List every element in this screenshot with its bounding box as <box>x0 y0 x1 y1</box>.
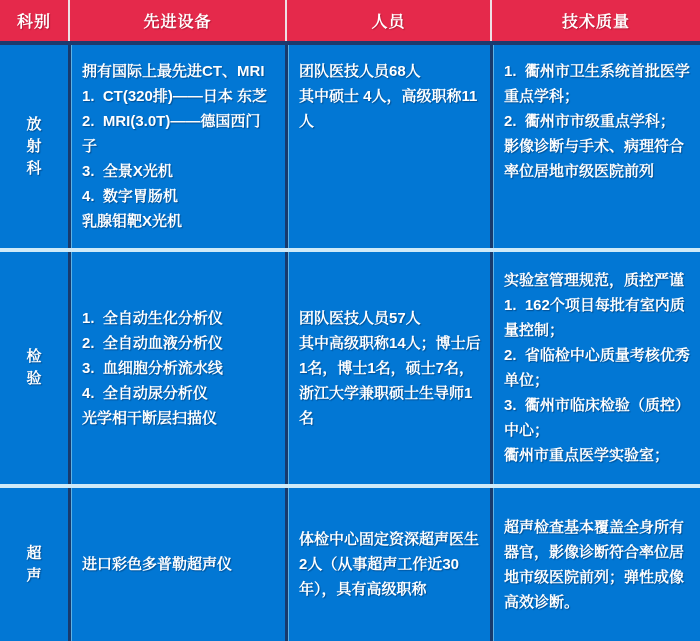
equipment-line: 4. 全自动尿分析仪 <box>82 384 208 402</box>
equipment-cell <box>68 488 285 641</box>
department-cell <box>0 252 68 484</box>
quality-line: 2. 衢州市市级重点学科； <box>504 113 675 130</box>
equipment-cell <box>68 45 285 248</box>
department-cell <box>0 45 68 248</box>
personnel-line: 其中高级职称14人；博士后1名，博士1名，硕士7名，浙江大学兼职硕士生导师1名 <box>299 334 481 427</box>
department-name-char: 声 <box>26 566 42 584</box>
equipment-line: 2. 全自动血液分析仪 <box>82 334 223 352</box>
personnel-line: 团队医技人员68人 <box>299 63 421 80</box>
department-name-char: 射 <box>26 137 42 155</box>
quality-line: 1. 162个项目每批有室内质量控制； <box>504 297 685 339</box>
header-cell-equipment: 先进设备 <box>68 0 285 41</box>
header-cell-department: 科别 <box>16 14 51 31</box>
header-cell-personnel: 人员 <box>285 0 490 41</box>
equipment-line: 拥有国际上最先进CT、MRI <box>82 63 265 80</box>
table-row-laboratory <box>0 248 700 484</box>
personnel-line: 团队医技人员57人 <box>299 309 421 327</box>
equipment-line: 1. CT(320排)——日本 东芝 <box>82 88 268 105</box>
equipment-cell <box>68 252 285 484</box>
quality-line: 衢州市重点医学实验室； <box>504 447 670 464</box>
personnel-line: 其中硕士 4人，高级职称11人 <box>299 88 478 130</box>
table-row-ultrasound <box>0 484 700 641</box>
table-header-row <box>0 0 700 41</box>
department-name-char: 放 <box>26 115 42 133</box>
department-cell <box>0 488 68 641</box>
quality-cell <box>490 252 700 484</box>
quality-line: 超声检查基本覆盖全身所有器官，影像诊断符合率位居地市级医院前列；弹性成像高效诊断。 <box>504 518 685 611</box>
quality-line: 实验室管理规范，质控严谨 <box>504 272 685 289</box>
quality-cell <box>490 45 700 248</box>
header-cell-quality: 技术质量 <box>490 0 700 41</box>
department-name-char: 验 <box>26 370 42 387</box>
equipment-line: 2. MRI(3.0T)——德国西门子 <box>82 113 261 155</box>
quality-cell <box>490 488 700 641</box>
personnel-cell <box>285 252 490 484</box>
equipment-line: 乳腺钼靶X光机 <box>82 213 183 230</box>
personnel-cell <box>285 488 490 641</box>
personnel-cell <box>285 45 490 248</box>
personnel-line: 体检中心固定资深超声医生2人（从事超声工作近30年），具有高级职称 <box>299 531 480 598</box>
equipment-line: 4. 数字胃肠机 <box>82 188 178 205</box>
equipment-line: 3. 血细胞分析流水线 <box>82 359 223 377</box>
equipment-line: 1. 全自动生化分析仪 <box>82 309 223 327</box>
table-row-radiology <box>0 45 700 248</box>
quality-line: 影像诊断与手术、病理符合率位居地市级医院前列 <box>504 138 685 180</box>
equipment-line: 光学相干断层扫描仪 <box>82 409 218 427</box>
quality-line: 1. 衢州市卫生系统首批医学重点学科； <box>504 63 690 105</box>
equipment-line: 3. 全景X光机 <box>82 163 173 180</box>
equipment-line: 进口彩色多普勒超声仪 <box>82 556 233 573</box>
department-name-char: 科 <box>26 159 42 177</box>
quality-line: 3. 衢州市临床检验（质控）中心； <box>504 397 690 439</box>
quality-line: 2. 省临检中心质量考核优秀单位； <box>504 347 690 389</box>
department-name-char: 检 <box>26 348 42 365</box>
department-name-char: 超 <box>26 544 42 562</box>
